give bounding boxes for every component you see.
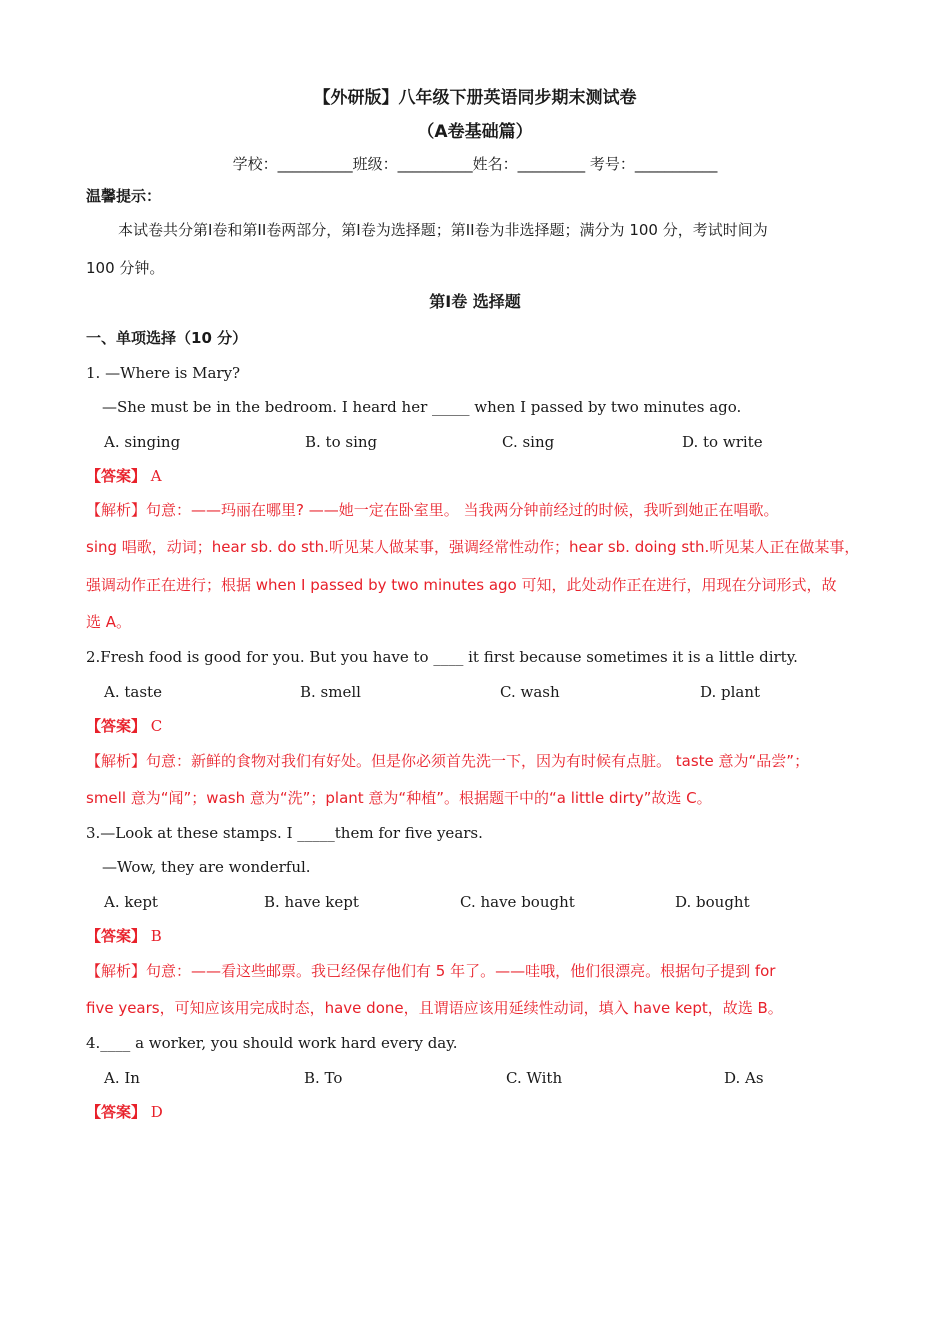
- answer-line: [86, 1102, 163, 1122]
- option-c: C. sing: [502, 433, 555, 451]
- answer-value: D: [150, 1103, 163, 1121]
- option-a: A. singing: [104, 433, 181, 451]
- option-d: D. to write: [682, 433, 763, 451]
- analysis-line: 选 A。: [86, 613, 132, 631]
- option-d: D. bought: [675, 893, 750, 911]
- answer-value: B: [150, 927, 162, 945]
- answer-line: [86, 716, 162, 736]
- part-title: 一、单项选择（10 分）: [86, 329, 248, 347]
- answer-value: C: [150, 717, 163, 735]
- student-info-fields: 学校：__________班级：__________姓名：_________ 考号：___________: [232, 155, 718, 173]
- option-d: D. plant: [700, 683, 761, 701]
- analysis-line: sing 唱歌，动词；hear sb. do sth.听见某人做某事，强调经常性动作；hear sb. doing sth.听见某人正在做某事，: [86, 538, 860, 556]
- question-stem: 3.—Look at these stamps. I _____them for five years.: [86, 824, 483, 842]
- option-c: C. With: [506, 1069, 563, 1087]
- option-b: B. to sing: [305, 433, 378, 451]
- option-b: B. To: [304, 1069, 343, 1087]
- question-stem: 1. —Where is Mary?: [86, 364, 241, 382]
- option-b: B. smell: [300, 683, 361, 701]
- analysis-line: 【解析】句意：——看这些邮票。我已经保存他们有 5 年了。——哇哦，他们很漂亮。根据句子提到 for: [86, 962, 776, 980]
- section-title: 第I卷 选择题: [429, 292, 521, 311]
- analysis-line: 强调动作正在进行；根据 when I passed by two minutes ago 可知，此处动作正在进行，用现在分词形式，故: [86, 576, 837, 594]
- question-stem: —She must be in the bedroom. I heard her _____ when I passed by two minutes ago.: [102, 398, 742, 416]
- option-b: B. have kept: [264, 893, 359, 911]
- question-stem: 2.Fresh food is good for you. But you have to ____ it first because sometimes it is a little dirty.: [86, 648, 798, 666]
- option-c: C. wash: [500, 683, 560, 701]
- analysis-line: five years，可知应该用完成时态，have done，且谓语应该用延续性动词，填入 have kept，故选 B。: [86, 999, 783, 1017]
- answer-label: 【答案】: [86, 717, 147, 735]
- analysis-line: 【解析】句意：——玛丽在哪里? ——她一定在卧室里。 当我两分钟前经过的时候，我听到她正在唱歌。: [86, 501, 779, 519]
- page-subtitle: （A卷基础篇）: [417, 122, 533, 142]
- notice-line-2: 100 分钟。: [86, 259, 165, 277]
- notice-line-1: 本试卷共分第I卷和第II卷两部分，第I卷为选择题；第II卷为非选择题；满分为 100 分，考试时间为: [118, 221, 768, 239]
- analysis-line: 【解析】句意：新鲜的食物对我们有好处。但是你必须首先洗一下，因为有时候有点脏。 taste 意为“品尝”；: [86, 752, 810, 770]
- option-d: D. As: [724, 1069, 764, 1087]
- option-a: A. taste: [104, 683, 162, 701]
- answer-label: 【答案】: [86, 467, 147, 485]
- answer-line: [86, 926, 162, 946]
- page-title: 【外研版】八年级下册英语同步期末测试卷: [313, 88, 637, 108]
- analysis-line: smell 意为“闻”；wash 意为“洗”；plant 意为“种植”。根据题干中的“a little dirty”故选 C。: [86, 789, 712, 807]
- answer-label: 【答案】: [86, 927, 147, 945]
- question-stem: —Wow, they are wonderful.: [102, 858, 311, 876]
- answer-label: 【答案】: [86, 1103, 147, 1121]
- answer-line: [86, 466, 162, 486]
- option-a: A. kept: [104, 893, 158, 911]
- option-a: A. In: [104, 1069, 140, 1087]
- notice-label: 温馨提示：: [86, 187, 162, 205]
- option-c: C. have bought: [460, 893, 575, 911]
- answer-value: A: [150, 467, 162, 485]
- question-stem: 4.____ a worker, you should work hard every day.: [86, 1034, 458, 1052]
